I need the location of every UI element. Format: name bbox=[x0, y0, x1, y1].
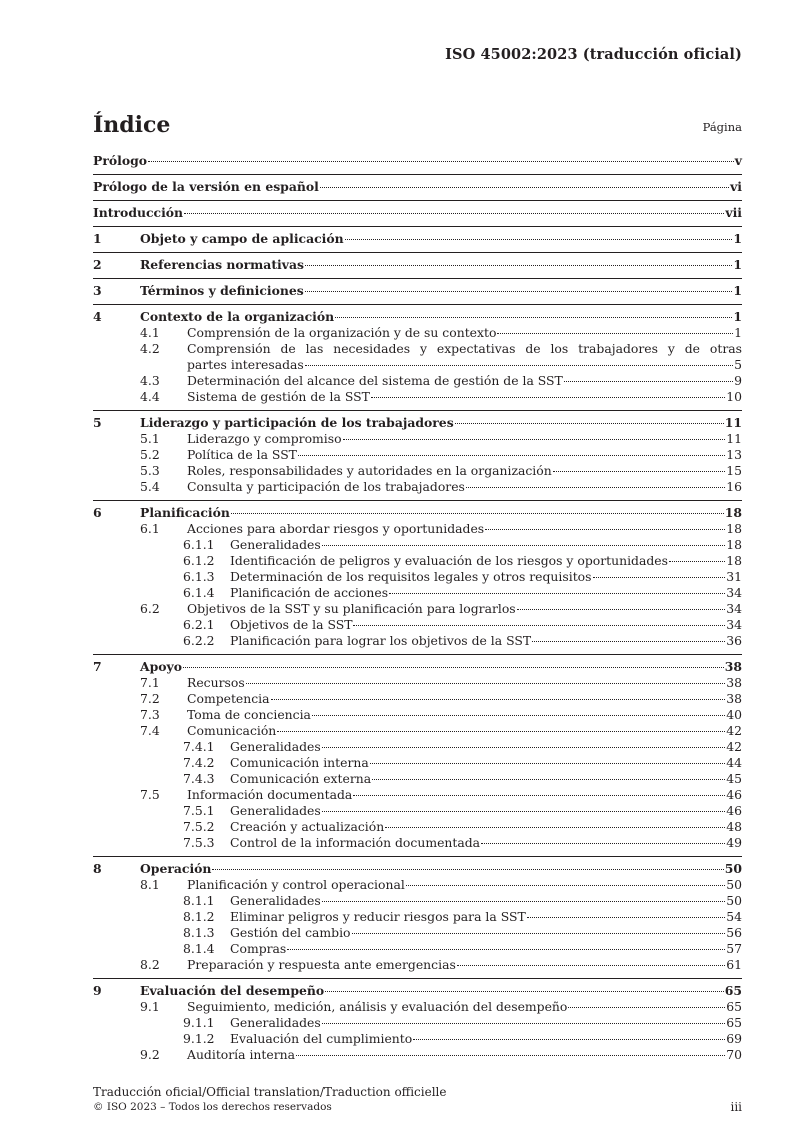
toc-entry-number: 9.1 bbox=[140, 999, 160, 1014]
toc-entry[interactable] bbox=[93, 341, 742, 373]
toc-entry-page: 11 bbox=[724, 415, 742, 430]
toc-entry[interactable] bbox=[93, 410, 742, 431]
toc-entry[interactable] bbox=[93, 479, 742, 495]
toc-entry-number: 6.1 bbox=[140, 521, 160, 536]
dot-leader bbox=[343, 439, 726, 440]
toc-entry[interactable] bbox=[93, 691, 742, 707]
toc-entry[interactable] bbox=[93, 252, 742, 273]
toc-entry[interactable] bbox=[93, 1031, 742, 1047]
toc-entry-page: 50 bbox=[726, 893, 742, 908]
dot-leader bbox=[296, 1055, 725, 1056]
toc-entry[interactable] bbox=[93, 803, 742, 819]
toc-entry-page: 45 bbox=[726, 771, 742, 786]
toc-entry-page: 42 bbox=[726, 723, 742, 738]
dot-leader bbox=[353, 795, 725, 796]
toc-entry[interactable] bbox=[93, 153, 742, 169]
toc-entry-page: 44 bbox=[726, 755, 742, 770]
toc-entry-number: 9.1.2 bbox=[183, 1031, 215, 1046]
toc-entry-page: 1 bbox=[733, 283, 742, 298]
toc-entry-number: 7.5.2 bbox=[183, 819, 215, 834]
toc-entry-title: Preparación y respuesta ante emergencias bbox=[187, 957, 456, 972]
toc-entry-page: 49 bbox=[726, 835, 742, 850]
toc-entry-page: 65 bbox=[724, 983, 742, 998]
toc-entry[interactable] bbox=[93, 373, 742, 389]
toc-entry[interactable] bbox=[93, 835, 742, 851]
toc-entry-number: 8.1.3 bbox=[183, 925, 215, 940]
toc-entry-page: vi bbox=[730, 179, 742, 194]
toc-entry[interactable] bbox=[93, 174, 742, 195]
toc-entry[interactable] bbox=[93, 447, 742, 463]
toc-entry-page: 46 bbox=[726, 803, 742, 818]
toc-entry-page: 9 bbox=[734, 373, 742, 388]
toc-entry[interactable] bbox=[93, 601, 742, 617]
toc-entry-title: Acciones para abordar riesgos y oportunidades bbox=[187, 521, 485, 536]
toc-entry-number: 6.2 bbox=[140, 601, 160, 616]
toc-entry-number: 6.2.1 bbox=[183, 617, 215, 632]
dot-leader bbox=[322, 901, 725, 902]
toc-entry-number: 8.2 bbox=[140, 957, 160, 972]
dot-leader bbox=[517, 609, 726, 610]
dot-leader bbox=[481, 843, 725, 844]
toc-entry-page: 36 bbox=[726, 633, 742, 648]
toc-entry-page: 48 bbox=[726, 819, 742, 834]
page-column-label: Página bbox=[702, 120, 742, 134]
dot-leader bbox=[413, 1039, 725, 1040]
toc-entry-number: 6 bbox=[93, 505, 102, 520]
toc-entry[interactable] bbox=[93, 771, 742, 787]
dot-leader bbox=[389, 593, 725, 594]
toc-entry-number: 5 bbox=[93, 415, 102, 430]
dot-leader bbox=[345, 239, 733, 240]
toc-entry[interactable] bbox=[93, 893, 742, 909]
toc-entry-title-continued: partes interesadas bbox=[187, 357, 304, 372]
toc-entry-page: 40 bbox=[726, 707, 742, 722]
toc-entry-number: 6.1.4 bbox=[183, 585, 215, 600]
dot-leader bbox=[371, 397, 725, 398]
toc-entry-title: Consulta y participación de los trabajadores bbox=[187, 479, 465, 494]
toc-entry[interactable] bbox=[93, 925, 742, 941]
dot-leader bbox=[370, 763, 725, 764]
page-number: iii bbox=[730, 1100, 742, 1114]
copyright-notice: © ISO 2023 – Todos los derechos reservados bbox=[93, 1101, 332, 1113]
dot-leader bbox=[353, 625, 725, 626]
toc-entry-title: Información documentada bbox=[187, 787, 353, 802]
toc-entry[interactable] bbox=[93, 617, 742, 633]
toc-entry-page: 1 bbox=[733, 309, 742, 324]
toc-entry[interactable] bbox=[93, 633, 742, 649]
toc-entry-page: 13 bbox=[726, 447, 742, 462]
toc-entry-title: Roles, responsabilidades y autoridades en la organización bbox=[187, 463, 552, 478]
toc-entry-number: 5.2 bbox=[140, 447, 160, 462]
toc-entry-page: 38 bbox=[726, 675, 742, 690]
dot-leader bbox=[485, 529, 725, 530]
toc-entry-title: Compras bbox=[230, 941, 287, 956]
dot-leader bbox=[352, 933, 726, 934]
toc-entry-title: Generalidades bbox=[230, 1015, 321, 1030]
toc-entry-page: 38 bbox=[724, 659, 742, 674]
toc-entry-number: 3 bbox=[93, 283, 102, 298]
toc-entry-page: 46 bbox=[726, 787, 742, 802]
toc-entry-title: Introducción bbox=[93, 205, 184, 220]
toc-entry-page: 34 bbox=[726, 585, 742, 600]
toc-entry[interactable] bbox=[93, 675, 742, 691]
toc-entry[interactable] bbox=[93, 553, 742, 569]
toc-entry-title: Generalidades bbox=[230, 893, 321, 908]
toc-entry[interactable] bbox=[93, 500, 742, 521]
toc-entry-title: Seguimiento, medición, análisis y evaluación del desempeño bbox=[187, 999, 568, 1014]
toc-entry-page: 61 bbox=[726, 957, 742, 972]
toc-entry-page: 69 bbox=[726, 1031, 742, 1046]
toc-entry-page: 42 bbox=[726, 739, 742, 754]
toc-entry-title: Contexto de la organización bbox=[140, 309, 335, 324]
toc-entry-number: 7.4.1 bbox=[183, 739, 215, 754]
toc-entry-title: Competencia bbox=[187, 691, 270, 706]
toc-entry-page: 65 bbox=[726, 1015, 742, 1030]
toc-entry-number: 9.2 bbox=[140, 1047, 160, 1062]
toc-entry[interactable] bbox=[93, 909, 742, 925]
toc-entry-number: 5.3 bbox=[140, 463, 160, 478]
toc-entry-title: Auditoría interna bbox=[187, 1047, 296, 1062]
dot-leader bbox=[320, 187, 729, 188]
toc-entry[interactable] bbox=[93, 877, 742, 893]
toc-entry-number: 7.1 bbox=[140, 675, 160, 690]
toc-entry[interactable] bbox=[93, 389, 742, 405]
toc-entry-number: 1 bbox=[93, 231, 102, 246]
toc-entry-page: 50 bbox=[726, 877, 742, 892]
toc-entry-page: 50 bbox=[724, 861, 742, 876]
toc-entry[interactable] bbox=[93, 707, 742, 723]
document-header: ISO 45002:2023 (traducción oficial) bbox=[445, 46, 742, 63]
toc-entry-title: Comprensión de las necesidades y expectativas de los trabajadores y de otras bbox=[187, 341, 742, 356]
toc-entry-number: 7.3 bbox=[140, 707, 160, 722]
dot-leader bbox=[457, 965, 725, 966]
toc-entry-title: Comunicación externa bbox=[230, 771, 372, 786]
toc-entry-page: 31 bbox=[726, 569, 742, 584]
dot-leader bbox=[322, 811, 725, 812]
toc-entry-page: v bbox=[734, 153, 742, 168]
toc-entry-title: Eliminar peligros y reducir riesgos para la SST bbox=[230, 909, 526, 924]
toc-entry-number: 9 bbox=[93, 983, 102, 998]
dot-leader bbox=[325, 991, 724, 992]
dot-leader bbox=[335, 317, 732, 318]
toc-entry[interactable] bbox=[93, 431, 742, 447]
toc-entry-page: 1 bbox=[733, 231, 742, 246]
toc-entry-number: 7.4.2 bbox=[183, 755, 215, 770]
toc-entry-number: 7.2 bbox=[140, 691, 160, 706]
toc-entry-title: Planificación bbox=[140, 505, 230, 520]
toc-entry-title: Generalidades bbox=[230, 803, 321, 818]
toc-entry-number: 7.5.1 bbox=[183, 803, 215, 818]
dot-leader bbox=[497, 333, 733, 334]
toc-entry[interactable] bbox=[93, 325, 742, 341]
dot-leader bbox=[305, 365, 733, 366]
toc-entry-number: 7.5.3 bbox=[183, 835, 215, 850]
toc-entry[interactable] bbox=[93, 537, 742, 553]
dot-leader bbox=[212, 869, 723, 870]
toc-entry-title: Planificación para lograr los objetivos de la SST bbox=[230, 633, 532, 648]
toc-entry[interactable] bbox=[93, 463, 742, 479]
dot-leader bbox=[553, 471, 726, 472]
toc-entry-title: Comunicación bbox=[187, 723, 277, 738]
toc-entry-number: 8.1.4 bbox=[183, 941, 215, 956]
toc-entry[interactable] bbox=[93, 200, 742, 221]
dot-leader bbox=[322, 545, 725, 546]
dot-leader bbox=[184, 213, 724, 214]
toc-entry-title: Generalidades bbox=[230, 537, 321, 552]
translation-note: Traducción oficial/Official translation/Traduction officielle bbox=[93, 1085, 447, 1099]
dot-leader bbox=[148, 161, 734, 162]
toc-entry[interactable] bbox=[93, 819, 742, 835]
toc-entry[interactable] bbox=[93, 1015, 742, 1031]
dot-leader bbox=[564, 381, 733, 382]
toc-entry-number: 6.2.2 bbox=[183, 633, 215, 648]
toc-entry-number: 4.3 bbox=[140, 373, 160, 388]
dot-leader bbox=[527, 917, 725, 918]
toc-entry-title: Creación y actualización bbox=[230, 819, 385, 834]
dot-leader bbox=[568, 1007, 725, 1008]
toc-entry-title: Referencias normativas bbox=[140, 257, 304, 272]
toc-entry-title: Prólogo de la versión en español bbox=[93, 179, 319, 194]
footer bbox=[93, 1085, 446, 1115]
toc-entry-title: Gestión del cambio bbox=[230, 925, 351, 940]
toc-entry-page: 10 bbox=[726, 389, 742, 404]
dot-leader bbox=[372, 779, 725, 780]
dot-leader bbox=[385, 827, 725, 828]
toc-entry-page: vii bbox=[725, 205, 742, 220]
toc-entry-title: Apoyo bbox=[140, 659, 183, 674]
toc-entry-page: 18 bbox=[724, 505, 742, 520]
toc-entry-page: 56 bbox=[726, 925, 742, 940]
dot-leader bbox=[298, 455, 725, 456]
toc-entry-page: 16 bbox=[726, 479, 742, 494]
toc-entry[interactable] bbox=[93, 739, 742, 755]
toc-entry-title: Términos y definiciones bbox=[140, 283, 304, 298]
dot-leader bbox=[593, 577, 726, 578]
dot-leader bbox=[183, 667, 724, 668]
toc-entry-page: 57 bbox=[726, 941, 742, 956]
dot-leader bbox=[305, 265, 732, 266]
toc-entry-title: Recursos bbox=[187, 675, 245, 690]
toc-entry-title: Comprensión de la organización y de su contexto bbox=[187, 325, 497, 340]
toc-entry[interactable] bbox=[93, 304, 742, 325]
toc-entry-title: Política de la SST bbox=[187, 447, 297, 462]
dot-leader bbox=[287, 949, 725, 950]
toc-entry-title: Toma de conciencia bbox=[187, 707, 311, 722]
toc-entry-number: 6.1.2 bbox=[183, 553, 215, 568]
toc-entry[interactable] bbox=[93, 978, 742, 999]
toc-entry[interactable] bbox=[93, 521, 742, 537]
toc-entry-title: Liderazgo y compromiso bbox=[187, 431, 342, 446]
toc-entry-title: Objetivos de la SST bbox=[230, 617, 353, 632]
dot-leader bbox=[312, 715, 725, 716]
toc-entry-page: 54 bbox=[726, 909, 742, 924]
toc-entry-number: 7 bbox=[93, 659, 102, 674]
toc-entry-number: 4.4 bbox=[140, 389, 160, 404]
toc-entry-number: 7.5 bbox=[140, 787, 160, 802]
toc-entry-title: Generalidades bbox=[230, 739, 321, 754]
toc-entry-title: Objetivos de la SST y su planificación para lograrlos bbox=[187, 601, 516, 616]
toc-entry-number: 8 bbox=[93, 861, 102, 876]
toc-entry[interactable] bbox=[93, 278, 742, 299]
toc-entry-title: Sistema de gestión de la SST bbox=[187, 389, 370, 404]
toc-entry-page: 18 bbox=[726, 537, 742, 552]
toc-entry[interactable] bbox=[93, 1047, 742, 1063]
toc-entry-title: Planificación de acciones bbox=[230, 585, 389, 600]
table-of-contents bbox=[93, 153, 742, 1063]
toc-entry-title: Planificación y control operacional bbox=[187, 877, 405, 892]
dot-leader bbox=[455, 423, 724, 424]
toc-entry-number: 5.4 bbox=[140, 479, 160, 494]
dot-leader bbox=[322, 747, 725, 748]
toc-entry-title: Control de la información documentada bbox=[230, 835, 481, 850]
toc-entry-title: Identificación de peligros y evaluación de los riesgos y oportunidades bbox=[230, 553, 668, 568]
toc-entry-title: Objeto y campo de aplicación bbox=[140, 231, 344, 246]
toc-entry-page: 1 bbox=[734, 325, 742, 340]
toc-entry-page: 18 bbox=[726, 553, 742, 568]
toc-entry-number: 6.1.3 bbox=[183, 569, 215, 584]
toc-entry-page: 38 bbox=[726, 691, 742, 706]
toc-entry-number: 2 bbox=[93, 257, 102, 272]
page-title: Índice bbox=[93, 112, 171, 138]
toc-entry-page: 11 bbox=[726, 431, 742, 446]
toc-entry[interactable] bbox=[93, 957, 742, 973]
dot-leader bbox=[322, 1023, 725, 1024]
toc-entry[interactable] bbox=[93, 569, 742, 585]
toc-entry[interactable] bbox=[93, 999, 742, 1015]
toc-entry-page: 1 bbox=[733, 257, 742, 272]
toc-entry-title: Evaluación del desempeño bbox=[140, 983, 325, 998]
toc-entry-number: 7.4 bbox=[140, 723, 160, 738]
toc-entry-title: Determinación del alcance del sistema de gestión de la SST bbox=[187, 373, 563, 388]
dot-leader bbox=[271, 699, 726, 700]
toc-entry-page: 65 bbox=[726, 999, 742, 1014]
toc-entry-number: 4.1 bbox=[140, 325, 160, 340]
toc-entry-page: 34 bbox=[726, 617, 742, 632]
toc-entry[interactable] bbox=[93, 226, 742, 247]
toc-entry-title: Determinación de los requisitos legales y otros requisitos bbox=[230, 569, 592, 584]
dot-leader bbox=[466, 487, 725, 488]
toc-entry-number: 4.2 bbox=[140, 341, 160, 356]
toc-entry-number: 8.1 bbox=[140, 877, 160, 892]
toc-entry[interactable] bbox=[93, 654, 742, 675]
toc-entry-number: 5.1 bbox=[140, 431, 160, 446]
toc-entry[interactable] bbox=[93, 856, 742, 877]
toc-entry-number: 4 bbox=[93, 309, 102, 324]
toc-entry-title: Prólogo bbox=[93, 153, 148, 168]
dot-leader bbox=[406, 885, 725, 886]
dot-leader bbox=[532, 641, 725, 642]
toc-entry-page: 5 bbox=[734, 357, 742, 372]
toc-entry[interactable] bbox=[93, 585, 742, 601]
dot-leader bbox=[246, 683, 726, 684]
dot-leader bbox=[231, 513, 724, 514]
toc-entry-title: Operación bbox=[140, 861, 212, 876]
toc-entry-title: Comunicación interna bbox=[230, 755, 369, 770]
toc-entry-number: 9.1.1 bbox=[183, 1015, 215, 1030]
dot-leader bbox=[305, 291, 733, 292]
toc-entry[interactable] bbox=[93, 941, 742, 957]
toc-entry-page: 18 bbox=[726, 521, 742, 536]
toc-entry-title: Liderazgo y participación de los trabajadores bbox=[140, 415, 454, 430]
dot-leader bbox=[277, 731, 725, 732]
toc-entry[interactable] bbox=[93, 787, 742, 803]
toc-entry-number: 7.4.3 bbox=[183, 771, 215, 786]
toc-entry-title: Evaluación del cumplimiento bbox=[230, 1031, 413, 1046]
toc-entry-number: 8.1.2 bbox=[183, 909, 215, 924]
toc-entry-page: 34 bbox=[726, 601, 742, 616]
toc-entry-number: 6.1.1 bbox=[183, 537, 215, 552]
toc-entry[interactable] bbox=[93, 755, 742, 771]
dot-leader bbox=[669, 561, 725, 562]
toc-entry-page: 15 bbox=[726, 463, 742, 478]
toc-entry-number: 8.1.1 bbox=[183, 893, 215, 908]
toc-entry[interactable] bbox=[93, 723, 742, 739]
toc-entry-page: 70 bbox=[726, 1047, 742, 1062]
